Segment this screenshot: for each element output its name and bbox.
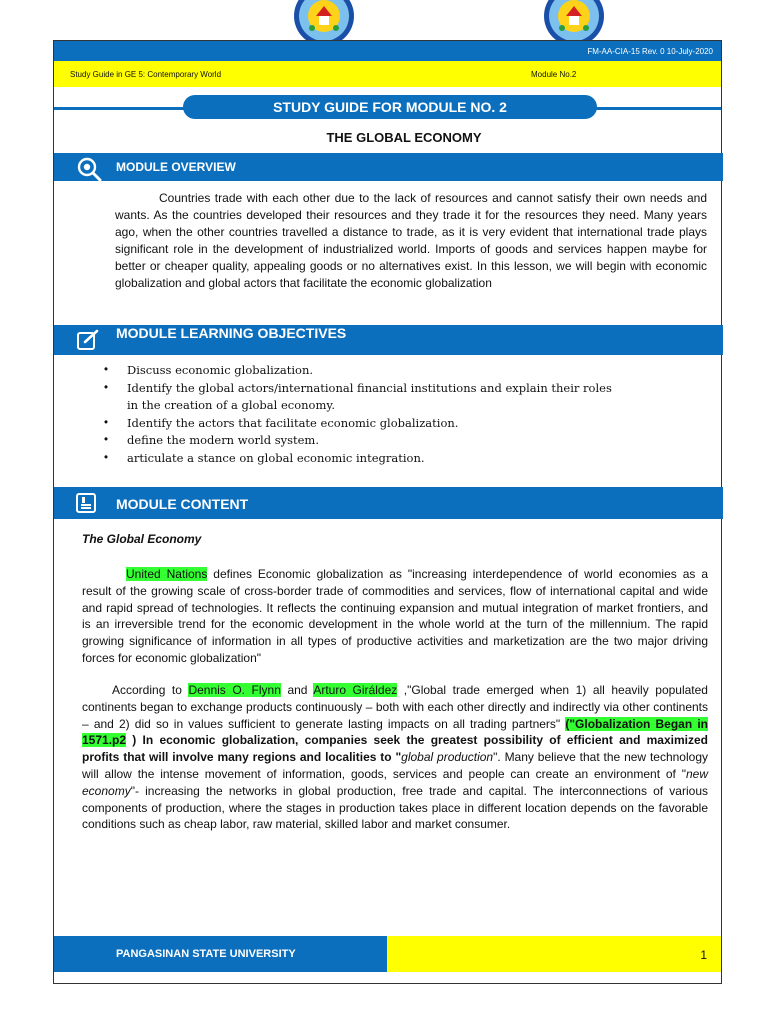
university-seal-logo-right (542, 0, 606, 44)
form-code-bar (54, 41, 721, 61)
content-paragraph-1 (82, 566, 708, 667)
paragraph-text: ,"Global trade emerged when 1) all heavily populated continents began to exchange products continuously – both with each other directly and indirectly via other continents – and 2) did so in values sufficient to generate lasting impacts on all trading partners" (82, 683, 708, 731)
edit-pencil-icon (76, 329, 100, 351)
objective-item: • Identify the global actors/international financial institutions and explain their roles in the creation of a global economy. (104, 380, 624, 415)
overview-text: Countries trade with each other due to the lack of resources and cannot satisfy their own needs and wants. As the countries developed their resources and they trade it for the resources they need. Many years ago, when the other countries travelled a distance to trade, as it is very evident that international trade plays significant role in the development of industrialized world. Imports of goods and services happen maybe for better or cheaper quality, appealing goods or no alternatives exist. In this lesson, we will begin with economic globalization and global actors that facilitate the economic globalization (115, 191, 707, 290)
university-seal-logo-left (292, 0, 356, 44)
overview-paragraph (115, 190, 707, 292)
form-code: FM-AA-CIA-15 Rev. 0 10-July-2020 (587, 47, 713, 56)
objective-item: • Discuss economic globalization. (104, 362, 624, 380)
page-number: 1 (700, 948, 707, 962)
emphasis-new-economy: new economy (82, 766, 708, 798)
paragraph-text: ) In economic globalization, companies seek the greatest possibility of efficient and maximized profits that will involve many regions and localities to " (82, 733, 708, 765)
document-icon (76, 493, 96, 513)
section-objectives-header (54, 325, 723, 355)
emphasis-global-production: global production (401, 750, 494, 765)
footer-university-bar (54, 936, 387, 972)
paragraph-text: defines Economic globalization as "increasing interdependence of world economies as a result of the growing scale of cross-border trade of commodities and services, flow of international capital and wide and rapid spread of technologies. It reflects the continuing expansion and mutual integration of market frontiers, and is an irreversible trend for the economic development in the whole world at the turn of the millennium. The rapid growing significance of information in all types of productive activities and marketization are the two major driving forces for economic globalization" (82, 567, 708, 665)
course-label: Study Guide in GE 5: Contemporary World (70, 70, 222, 79)
highlight-dennis-flynn: Dennis O. Flynn (188, 683, 281, 697)
section-objectives-title: MODULE LEARNING OBJECTIVES (116, 325, 347, 341)
section-content-title: MODULE CONTENT (116, 496, 249, 512)
highlight-citation: ("Globalization Began in 1571.p2 (82, 716, 708, 748)
content-paragraph-2 (82, 682, 708, 833)
content-subheading: The Global Economy (82, 532, 202, 546)
highlight-united-nations: United Nations (126, 567, 208, 581)
objective-item: • Identify the actors that facilitate economic globalization. (104, 415, 624, 433)
document-title: THE GLOBAL ECONOMY (326, 130, 482, 145)
course-bar (54, 61, 721, 87)
paragraph-text: According to (112, 683, 189, 697)
highlight-arturo-giraldez: Arturo Giráldez (313, 683, 398, 697)
objective-item: • define the modern world system. (104, 432, 624, 450)
paragraph-text: and (280, 683, 314, 697)
objectives-list (104, 362, 624, 467)
section-content-header (54, 487, 723, 519)
paragraph-text: "- increasing the networks in global production, free trade and capital. The interconnections of various components of production, where the stages in production takes place in different location depends on the favorable conditions such as cheap labor, raw material, skilled labor and market consumer. (82, 783, 708, 832)
paragraph-text: ". Many believe that the new technology will allow the intense movement of information, goods, services and people can create an environment of " (82, 750, 708, 781)
footer-university: PANGASINAN STATE UNIVERSITY (116, 948, 296, 960)
section-overview-header (54, 153, 723, 181)
footer-page-bar (387, 936, 721, 972)
module-number: Module No.2 (531, 70, 577, 79)
section-overview-title: MODULE OVERVIEW (116, 160, 236, 174)
objective-item: • articulate a stance on global economic integration. (104, 450, 624, 468)
study-guide-title: STUDY GUIDE FOR MODULE NO. 2 (183, 95, 597, 119)
magnifier-gear-icon (76, 156, 102, 182)
